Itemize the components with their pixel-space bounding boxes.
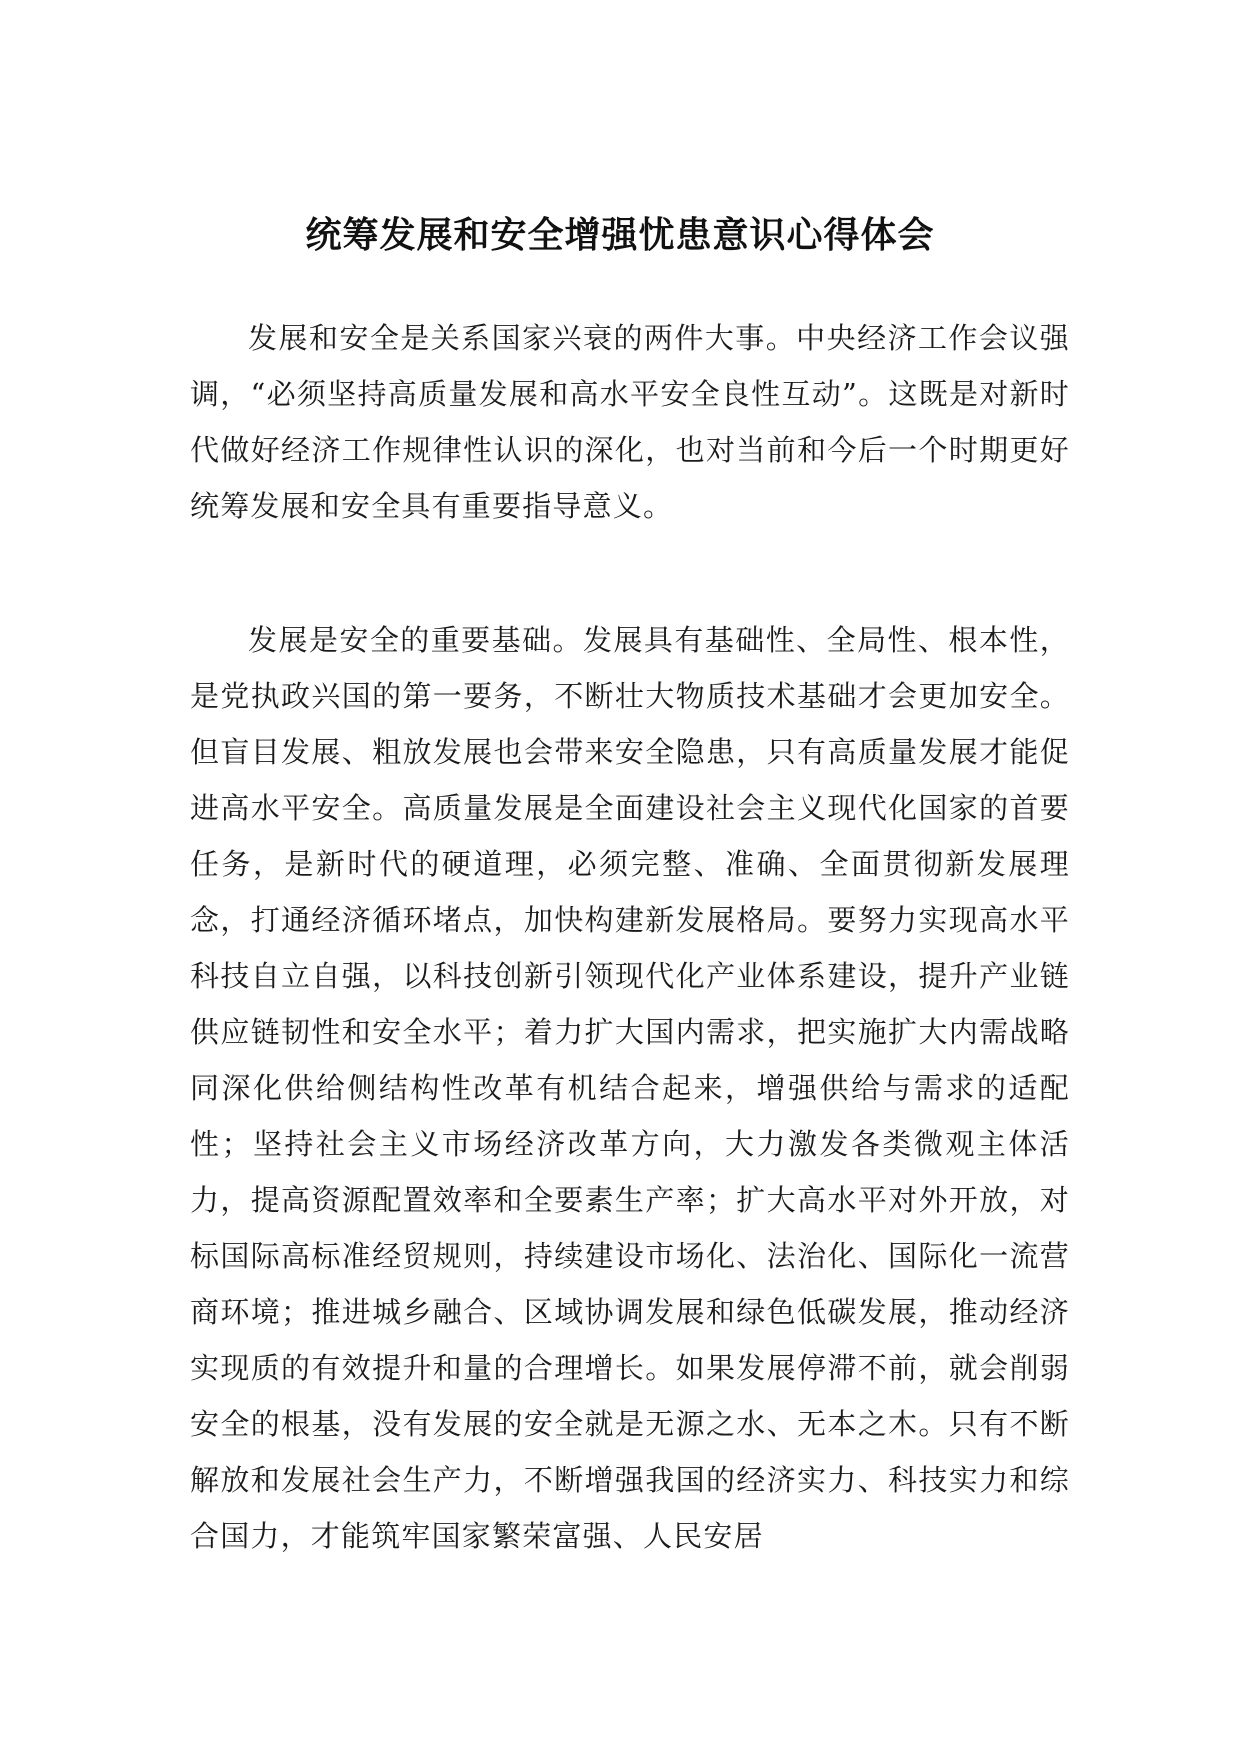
paragraph-1: 发展和安全是关系国家兴衰的两件大事。中央经济工作会议强调，“必须坚持高质量发展和高水平安全良性互动”。这既是对新时代做好经济工作规律性认识的深化，也对当前和今后一个时期更好统筹发展和安全具有重要指导意义。 [190, 321, 1070, 523]
document-title: 统筹发展和安全增强忧患意识心得体会 [305, 214, 935, 257]
paragraph-2: 发展是安全的重要基础。发展具有基础性、全局性、根本性，是党执政兴国的第一要务，不断壮大物质技术基础才会更加安全。但盲目发展、粗放发展也会带来安全隐患，只有高质量发展才能促进高水平安全。高质量发展是全面建设社会主义现代化国家的首要任务，是新时代的硬道理，必须完整、准确、全面贯彻新发展理念，打通经济循环堵点，加快构建新发展格局。要努力实现高水平科技自立自强，以科技创新引领现代化产业体系建设，提升产业链供应链韧性和安全水平；着力扩大国内需求，把实施扩大内需战略同深化供给侧结构性改革有机结合起来，增强供给与需求的适配性；坚持社会主义市场经济改革方向，大力激发各类微观主体活力，提高资源配置效率和全要素生产率；扩大高水平对外开放，对标国际高标准经贸规则，持续建设市场化、法治化、国际化一流营商环境；推进城乡融合、区域协调发展和绿色低碳发展，推动经济实现质的有效提升和量的合理增长。如果发展停滞不前，就会削弱安全的根基，没有发展的安全就是无源之水、无本之木。只有不断解放和发展社会生产力，不断增强我国的经济实力、科技实力和综合国力，才能筑牢国家繁荣富强、人民安居 [190, 623, 1070, 1553]
